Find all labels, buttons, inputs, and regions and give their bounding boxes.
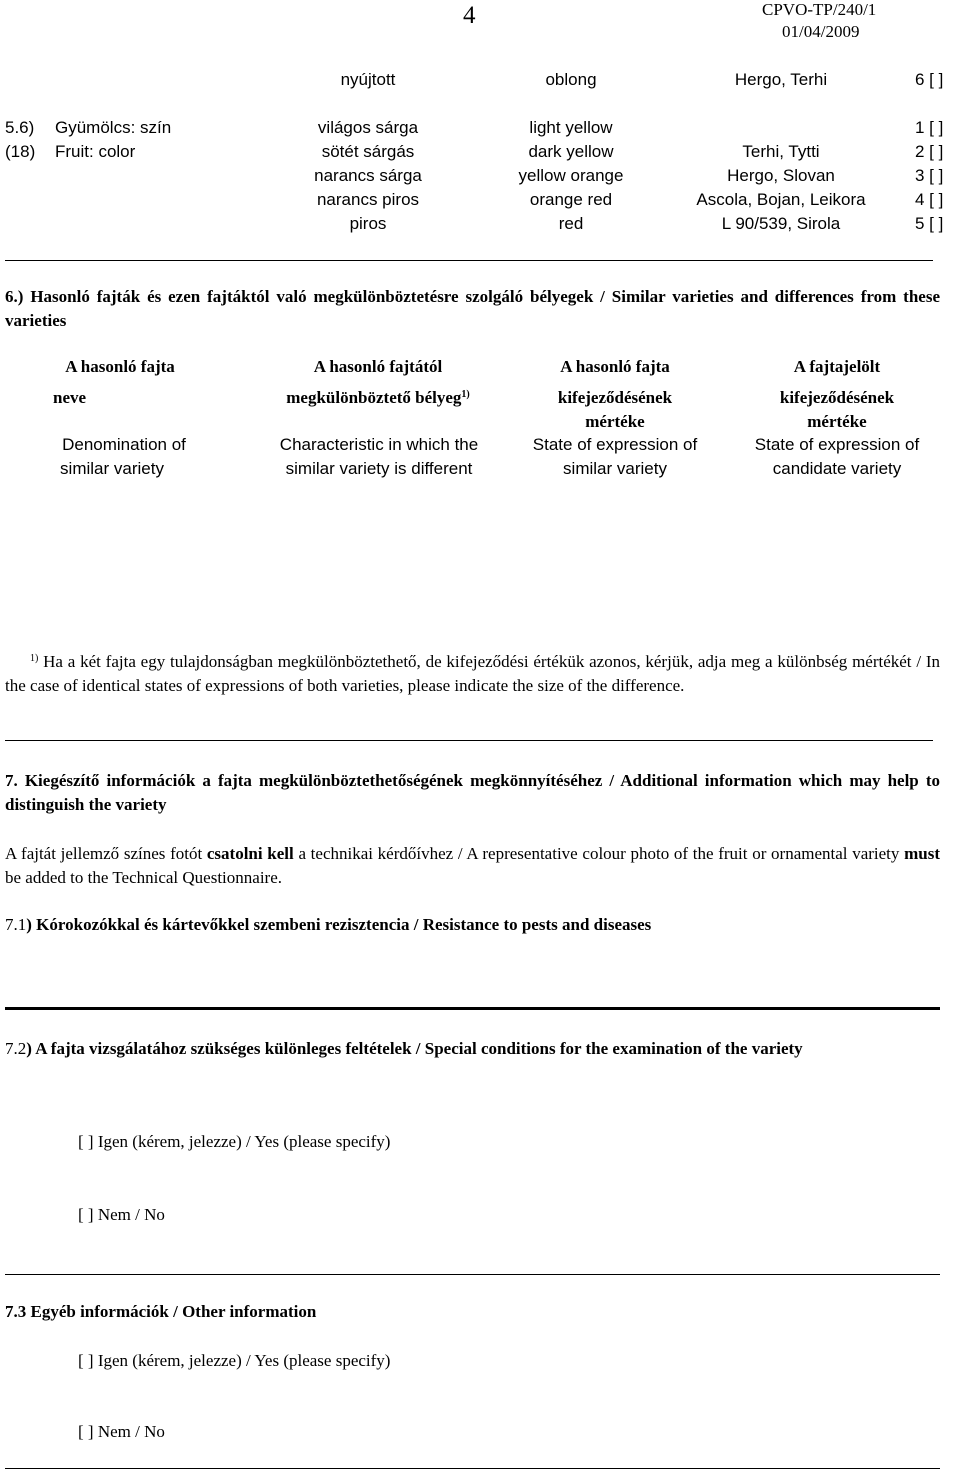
s7-3-yes-option[interactable]: [ ] Igen (kérem, jelezze) / Yes (please specify)	[78, 1351, 391, 1370]
doc-date: 01/04/2009	[782, 22, 860, 41]
note-checkbox[interactable]: 6 [ ]	[915, 70, 944, 89]
example-varieties: Hergo, Slovan	[727, 166, 835, 185]
col1-en1: Denomination of	[62, 435, 186, 454]
col4-bold3: mértéke	[807, 412, 867, 431]
photo-text-2: csatolni kell	[206, 844, 294, 863]
section-7-1-text: ) Kórokozókkal és kártevőkkel szembeni rezisztencia / Resistance to pests and diseases	[26, 915, 652, 934]
footnote-marker: 1)	[30, 653, 39, 664]
s7-2-yes-option[interactable]: [ ] Igen (kérem, jelezze) / Yes (please specify)	[78, 1132, 391, 1151]
section-7-2-number: 7.2	[5, 1039, 27, 1058]
photo-text-1: A fajtát jellemző színes fotót	[5, 844, 207, 863]
s7-2-no-option[interactable]: [ ] Nem / No	[78, 1205, 165, 1224]
state-en: orange red	[529, 190, 613, 209]
col2-en1: Characteristic in which the	[279, 435, 479, 454]
col2-bold1: A hasonló fajtától	[313, 357, 443, 376]
section-7-2-text: ) A fajta vizsgálatához szükséges különleges feltételek / Special conditions for the examination of the variety	[26, 1039, 803, 1058]
state-hu: narancs piros	[316, 190, 420, 209]
example-varieties: Terhi, Tytti	[742, 142, 820, 161]
char-title-en: Fruit: color	[55, 142, 136, 161]
col3-bold3: mértéke	[585, 412, 645, 431]
state-hu: piros	[349, 214, 387, 233]
footnote-ref: 1)	[461, 389, 470, 400]
example-varieties: L 90/539, Sirola	[721, 214, 841, 233]
divider	[5, 1274, 940, 1275]
col3-en1: State of expression of	[532, 435, 698, 454]
note-checkbox[interactable]: 4 [ ]	[915, 190, 944, 209]
col2-en2: similar variety is different	[285, 459, 473, 478]
answer-line[interactable]	[5, 1007, 940, 1010]
note-checkbox[interactable]: 2 [ ]	[915, 142, 944, 161]
section-7-3-title: 7.3 Egyéb információk / Other information	[5, 1302, 317, 1321]
section-7-2-title	[5, 1037, 940, 1061]
col4-bold1: A fajtajelölt	[793, 357, 881, 376]
state-en: light yellow	[529, 118, 613, 137]
divider	[5, 740, 933, 741]
state-hu: világos sárga	[317, 118, 419, 137]
divider	[5, 260, 933, 261]
divider	[5, 1468, 940, 1469]
col4-bold2: kifejeződésének	[779, 388, 895, 407]
col4-en2: candidate variety	[772, 459, 902, 478]
col1-bold1: A hasonló fajta	[65, 357, 175, 376]
state-hu: nyújtott	[340, 70, 396, 89]
s7-3-no-option[interactable]: [ ] Nem / No	[78, 1422, 165, 1441]
col4-en1: State of expression of	[754, 435, 920, 454]
col3-bold1: A hasonló fajta	[560, 357, 670, 376]
note-checkbox[interactable]: 1 [ ]	[915, 118, 944, 137]
state-en: yellow orange	[518, 166, 624, 185]
photo-requirement	[5, 842, 940, 890]
col2-bold2	[286, 388, 470, 408]
state-en: red	[558, 214, 584, 233]
photo-text-4: must	[904, 844, 940, 863]
doc-code: CPVO-TP/240/1	[762, 0, 877, 19]
section-7-1-number: 7.1	[5, 915, 27, 934]
photo-text-3: a technikai kérdőívhez / A representative colour photo of the fruit or ornamental variety	[293, 844, 905, 863]
section-7-1-title	[5, 913, 940, 937]
example-varieties: Hergo, Terhi	[734, 70, 828, 89]
section-7-title: 7. Kiegészítő információk a fajta megkülönböztethetőségének megkönnyítéséhez / Additional information which may help to distinguish the variety	[5, 771, 940, 814]
example-varieties: Ascola, Bojan, Leikora	[696, 190, 866, 209]
state-en: oblong	[545, 70, 597, 89]
state-hu: sötét sárgás	[321, 142, 415, 161]
col2-bold2-text: megkülönböztető bélyeg	[286, 388, 462, 407]
char-number: 5.6)	[5, 118, 35, 137]
note-checkbox[interactable]: 3 [ ]	[915, 166, 944, 185]
footnote-text: Ha a két fajta egy tulajdonságban megkülönböztethető, de kifejeződési értékük azonos, kérjük, adja meg a különbség mértékét / In the case of identical states of expressions of both varieties, please indicate the size of the difference.	[5, 652, 941, 695]
note-checkbox[interactable]: 5 [ ]	[915, 214, 944, 233]
state-hu: narancs sárga	[314, 166, 422, 185]
photo-text-5: be added to the Technical Questionnaire.	[5, 868, 283, 887]
char-index: (18)	[5, 142, 36, 161]
footnote	[5, 650, 940, 698]
col1-bold2: neve	[53, 388, 87, 407]
page-number: 4	[463, 2, 476, 29]
char-title-hu: Gyümölcs: szín	[55, 118, 172, 137]
col3-bold2: kifejeződésének	[557, 388, 673, 407]
section-6-title: 6.) Hasonló fajták és ezen fajtáktól való megkülönböztetésre szolgáló bélyegek / Similar varieties and differences from these varieties	[5, 287, 940, 330]
col1-en2: similar variety	[60, 459, 164, 478]
col3-en2: similar variety	[563, 459, 667, 478]
state-en: dark yellow	[528, 142, 614, 161]
